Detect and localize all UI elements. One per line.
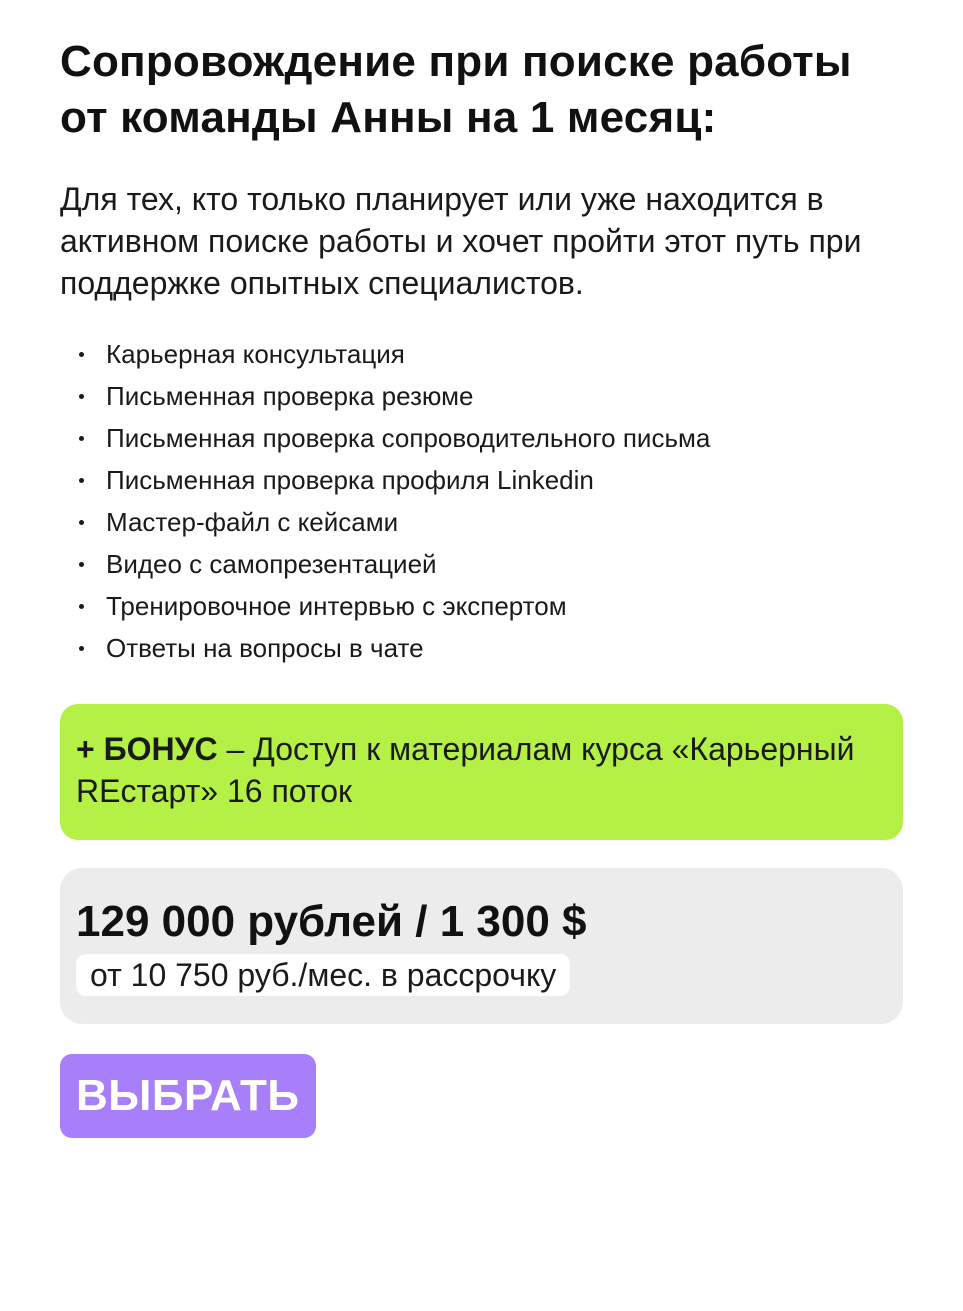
feature-item-label: Карьерная консультация [106, 339, 405, 369]
bonus-banner [60, 704, 903, 840]
bullet-icon [79, 436, 84, 441]
feature-item-label: Мастер-файл с кейсами [106, 507, 399, 537]
bullet-icon [79, 562, 84, 567]
bullet-icon [79, 646, 84, 651]
feature-list [60, 338, 903, 665]
bullet-icon [79, 604, 84, 609]
offer-description: Для тех, кто только планирует или уже находится в активном поиске работы и хочет пройти этот путь при поддержке опытных специалистов. [60, 181, 862, 301]
feature-item [60, 548, 903, 581]
feature-item [60, 506, 903, 539]
installment-badge: от 10 750 руб./мес. в рассрочку [76, 954, 570, 996]
feature-item [60, 338, 903, 371]
offer-title: Сопровождение при поиске работы от команды Анны на 1 месяц: [60, 37, 852, 142]
feature-item-label: Ответы на вопросы в чате [106, 633, 424, 663]
price-box [60, 868, 903, 1024]
feature-item [60, 632, 903, 665]
feature-item-label: Письменная проверка сопроводительного письма [106, 423, 711, 453]
feature-item-label: Видео с самопрезентацией [106, 549, 437, 579]
offer-card [60, 34, 903, 1138]
bullet-icon [79, 394, 84, 399]
feature-item [60, 590, 903, 623]
bonus-label: + БОНУС [76, 731, 218, 767]
bullet-icon [79, 352, 84, 357]
feature-item-label: Тренировочное интервью с экспертом [106, 591, 567, 621]
choose-button[interactable]: ВЫБРАТЬ [60, 1054, 316, 1138]
bullet-icon [79, 520, 84, 525]
bonus-text: – Доступ к материалам курса «Карьерный REстарт» 16 поток [76, 731, 855, 809]
price-amount: 129 000 рублей / 1 300 $ [76, 897, 587, 946]
feature-item [60, 464, 903, 497]
feature-item-label: Письменная проверка профиля Linkedin [106, 465, 594, 495]
feature-item [60, 380, 903, 413]
bullet-icon [79, 478, 84, 483]
feature-item-label: Письменная проверка резюме [106, 381, 474, 411]
feature-item [60, 422, 903, 455]
